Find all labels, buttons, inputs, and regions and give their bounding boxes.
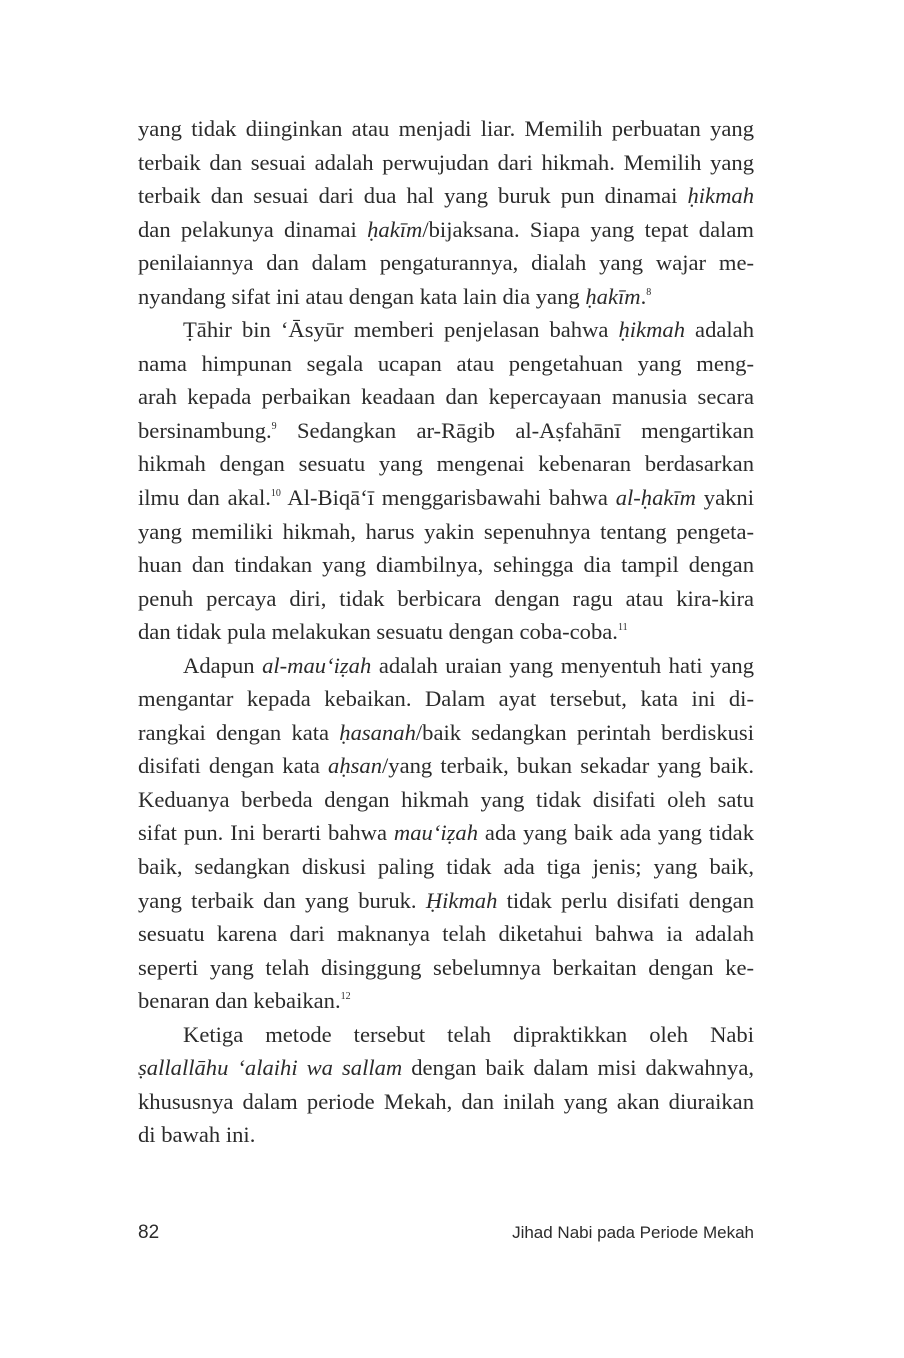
text-segment: nama himpunan segala ucapan atau pengetahuan yang meng- [138,350,754,376]
text-line [138,716,754,750]
text-line [138,1085,754,1119]
text-line [138,515,754,549]
footnote-ref: 12 [340,991,351,1003]
text-line [138,749,754,783]
text-segment: di bawah ini. [138,1122,256,1148]
text-line [138,246,754,280]
text-segment: dan tidak pula melakukan sesuatu dengan coba-coba. [138,619,618,645]
page-footer [138,1222,754,1248]
italic-term: ḥikmah [618,317,685,343]
italic-term: ṣallallāhu ‘alaihi wa sallam [138,1055,403,1081]
italic-term: Ḥikmah [425,887,498,913]
text-line [138,213,754,247]
text-segment: seperti yang telah disinggung sebelumnya berkaitan dengan ke- [138,954,754,980]
text-line [138,917,754,951]
text-line [138,1018,754,1052]
text-segment: Ketiga metode tersebut telah dipraktikkan oleh Nabi [183,1021,754,1047]
footnote-ref: 10 [270,488,281,500]
text-segment: rangkai dengan kata [138,719,340,745]
paragraph [138,112,754,313]
italic-term: ḥakīm [585,283,641,309]
text-line [138,682,754,716]
text-line [138,347,754,381]
paragraph [138,1018,754,1152]
text-segment: Adapun [183,652,263,678]
text-segment: ada yang baik ada yang tidak [478,820,754,846]
text-line [138,414,754,448]
text-line [138,447,754,481]
text-segment: dengan baik dalam misi dakwahnya, [402,1055,754,1081]
text-segment: dan pelakunya dinamai [138,216,368,242]
text-segment: ilmu dan akal. [138,485,271,511]
body-text [138,112,754,1152]
text-line [138,850,754,884]
text-segment: bersinambung. [138,417,272,443]
text-segment: benaran dan kebaikan. [138,988,341,1014]
page-number: 82 [138,1222,160,1243]
text-segment: terbaik dan sesuai dari dua hal yang buruk pun dinamai [138,183,688,209]
text-segment: Ṭāhir bin ‘Āsyūr memberi penjelasan bahwa [183,317,619,343]
text-segment: khususnya dalam periode Mekah, dan inilah yang akan diuraikan [138,1088,754,1114]
text-segment: Sedangkan ar-Rāgib al-Aṣfahānī mengartikan [276,417,754,443]
text-line [138,1051,754,1085]
text-line [138,951,754,985]
text-line [138,313,754,347]
text-segment: hikmah dengan sesuatu yang mengenai kebenaran berdasarkan [138,451,754,477]
text-line [138,884,754,918]
text-line [138,179,754,213]
text-line [138,816,754,850]
text-segment: adalah [685,317,755,343]
footnote-ref: 9 [271,420,277,432]
text-line [138,783,754,817]
text-segment: /bijaksana. Siapa yang tepat dalam [422,216,754,242]
text-line [138,548,754,582]
italic-term: aḥsan [328,753,383,779]
italic-term: al-mau‘iẓah [262,652,372,678]
italic-term: ḥikmah [687,183,754,209]
italic-term: al-ḥakīm [615,485,697,511]
text-line [138,582,754,616]
text-segment: yang memiliki hikmah, harus yakin sepenuhnya tentang pengeta- [138,518,754,544]
text-line [138,481,754,515]
text-segment: nyandang sifat ini atau dengan kata lain dia yang [138,283,586,309]
text-line [138,615,754,649]
text-segment: terbaik dan sesuai adalah perwujudan dari hikmah. Memilih yang [138,149,754,175]
text-line [138,1118,754,1152]
text-segment: . [640,283,647,309]
text-segment: sifat pun. Ini berarti bahwa [138,820,394,846]
text-line [138,280,754,314]
text-segment: tidak perlu disifati dengan [497,887,754,913]
text-segment: /baik sedangkan perintah berdiskusi [415,719,754,745]
text-segment: Keduanya berbeda dengan hikmah yang tidak disifati oleh satu [138,786,754,812]
footnote-ref: 11 [617,622,628,634]
text-segment: /yang terbaik, bukan sekadar yang baik. [382,753,754,779]
text-segment: disifati dengan kata [138,753,329,779]
italic-term: ḥasanah [339,719,416,745]
text-segment: adalah uraian yang menyentuh hati yang [371,652,754,678]
text-segment: baik, sedangkan diskusi paling tidak ada tiga jenis; yang baik, [138,854,754,880]
running-title: Jihad Nabi pada Periode Mekah [512,1223,754,1242]
text-segment: penuh percaya diri, tidak berbicara dengan ragu atau kira-kira [138,585,754,611]
text-line [138,649,754,683]
text-segment: yang terbaik dan yang buruk. [138,887,426,913]
text-line [138,984,754,1018]
text-segment: mengantar kepada kebaikan. Dalam ayat tersebut, kata ini di- [138,686,754,712]
text-segment: Al-Biqā‘ī menggarisbawahi bahwa [280,485,616,511]
italic-term: ḥakīm [367,216,423,242]
text-line [138,146,754,180]
text-segment: yang tidak diinginkan atau menjadi liar. Memilih perbuatan yang [138,116,754,141]
text-segment: huan dan tindakan yang diambilnya, sehingga dia tampil dengan [138,552,754,578]
text-line [138,380,754,414]
paragraph [138,313,754,648]
text-segment: penilaiannya dan dalam pengaturannya, dialah yang wajar me- [138,250,754,276]
text-segment: arah kepada perbaikan keadaan dan kepercayaan manusia secara [138,384,754,410]
paragraph [138,649,754,1018]
text-segment: sesuatu karena dari maknanya telah diketahui bahwa ia adalah [138,921,754,947]
text-line [138,112,754,146]
italic-term: mau‘iẓah [393,820,479,846]
footnote-ref: 8 [646,286,652,298]
text-segment: yakni [696,485,754,511]
